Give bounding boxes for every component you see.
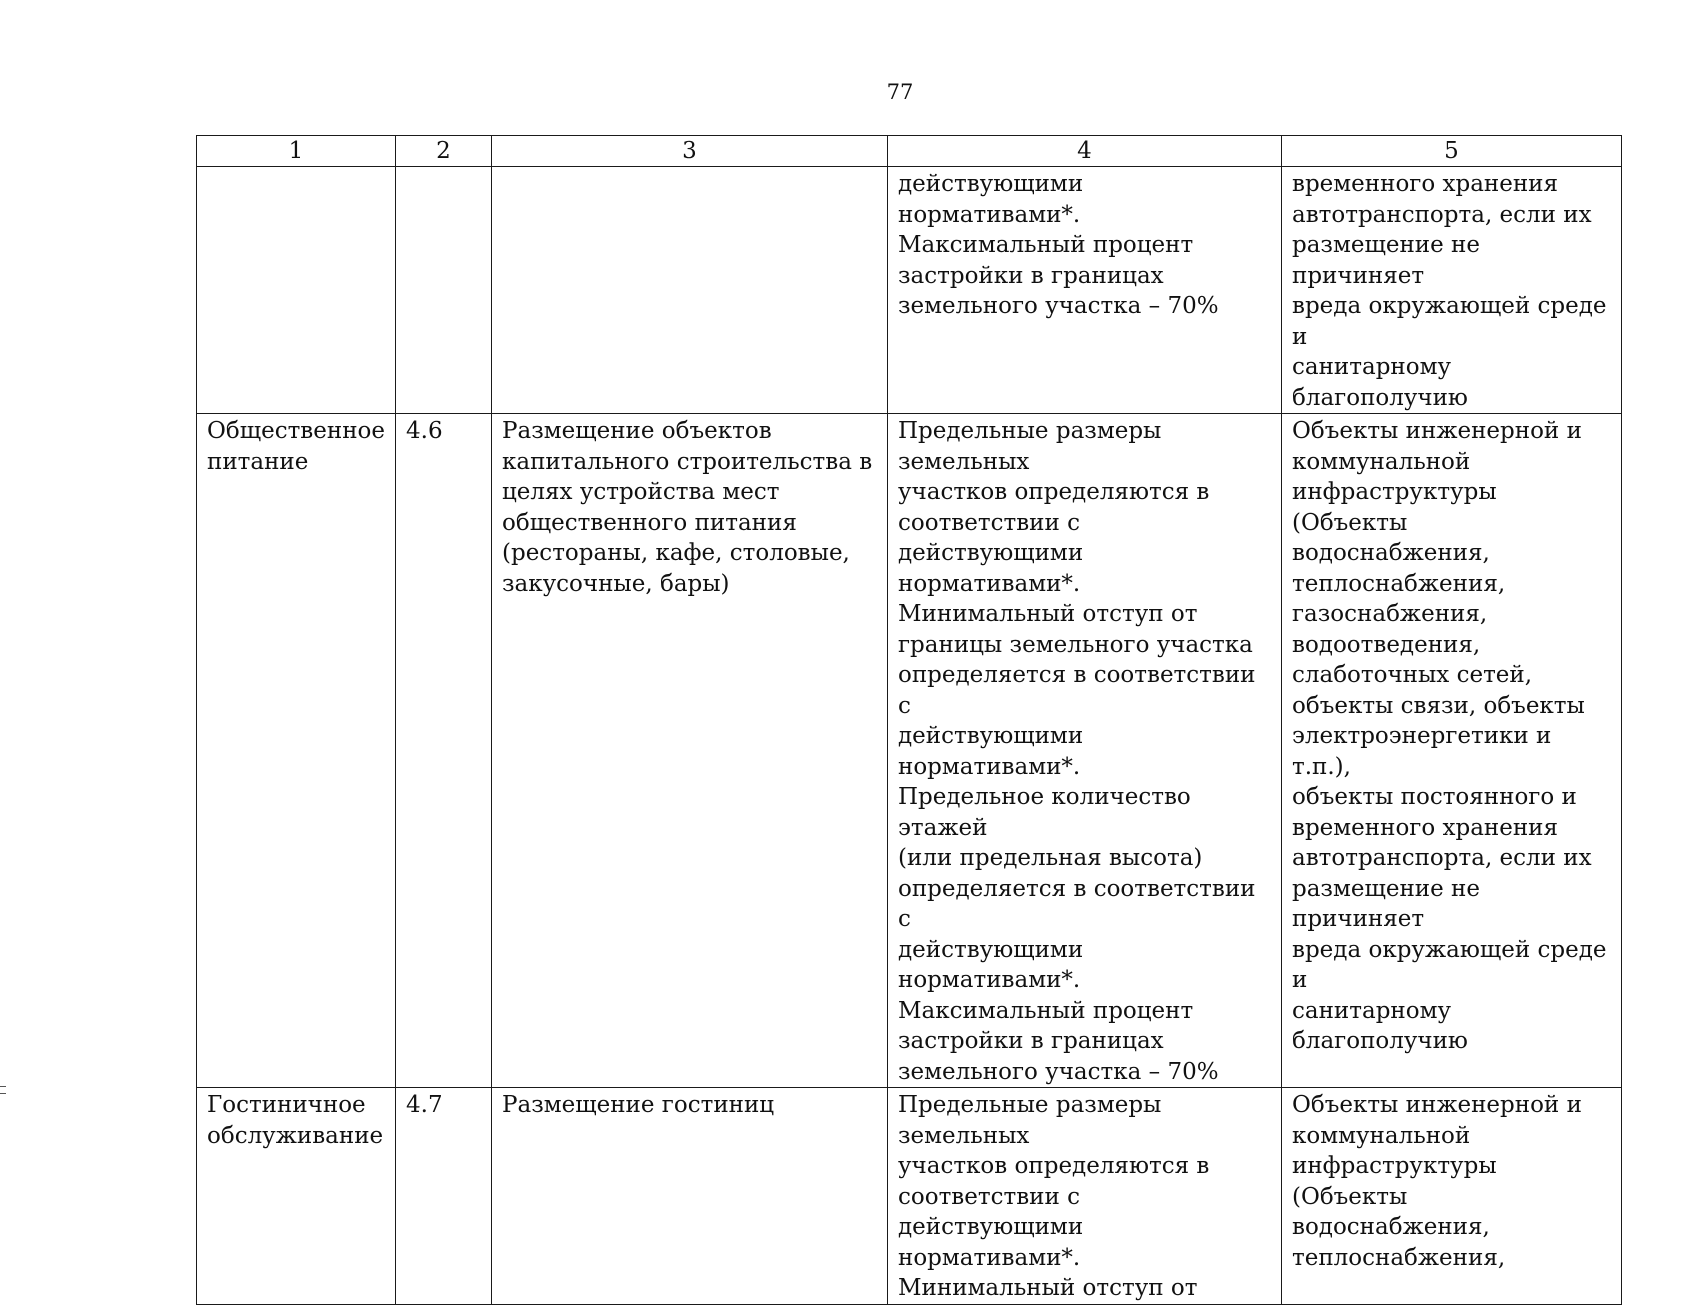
- parameters-cell: [888, 414, 1282, 1088]
- auxiliary-uses-text: Объекты инженерной и коммунальной инфраструктуры (Объекты водоснабжения, теплоснабжения, газоснабжения, водоотведения, слаботочных сетей, объекты связи, объекты электроэнергетики и т.п.), объекты постоянного и временного хранения автотранспорта, если их размещение не причиняет вреда окружающей среде и санитарному благополучию: [1292, 418, 1607, 1054]
- parameters-text: Предельные размеры земельных участков определяются в соответствии с действующими нормативами*. Минимальный отступ от: [898, 1092, 1210, 1301]
- table-header-row: [197, 136, 1622, 167]
- parameters-cell: [888, 1088, 1282, 1305]
- auxiliary-uses-cell: [1282, 167, 1622, 414]
- land-use-table: [196, 135, 1622, 1305]
- description-text: Размещение гостиниц: [502, 1092, 775, 1118]
- table-row: [197, 414, 1622, 1088]
- table-row: [197, 167, 1622, 414]
- column-header-1: 1: [197, 136, 396, 167]
- use-type-cell: [197, 414, 396, 1088]
- column-header-3: 3: [492, 136, 888, 167]
- page-number: 77: [886, 80, 914, 104]
- column-header-5: 5: [1282, 136, 1622, 167]
- auxiliary-uses-text: Объекты инженерной и коммунальной инфраструктуры (Объекты водоснабжения, теплоснабжения,: [1292, 1092, 1582, 1271]
- use-type-text: Гостиничное обслуживание: [207, 1092, 384, 1149]
- use-type-text: Общественное питание: [207, 418, 385, 475]
- parameters-text: действующими нормативами*. Максимальный процент застройки в границах земельного участка – 70%: [898, 171, 1219, 319]
- table-row: [197, 1088, 1622, 1305]
- auxiliary-uses-text: временного хранения автотранспорта, если их размещение не причиняет вреда окружающей среде и санитарному благополучию: [1292, 171, 1607, 411]
- description-text: Размещение объектов капитального строительства в целях устройства мест общественного питания (рестораны, кафе, столовые, закусочные, бары): [502, 418, 873, 597]
- auxiliary-uses-cell: [1282, 414, 1622, 1088]
- column-header-2: 2: [396, 136, 492, 167]
- code-cell: [396, 414, 492, 1088]
- code-cell: [396, 1088, 492, 1305]
- margin-mark: [0, 1086, 6, 1094]
- parameters-cell: [888, 167, 1282, 414]
- code-text: 4.7: [406, 1092, 443, 1118]
- column-header-4: 4: [888, 136, 1282, 167]
- use-type-cell: [197, 167, 396, 414]
- code-text: 4.6: [406, 418, 443, 444]
- parameters-text: Предельные размеры земельных участков определяются в соответствии с действующими нормативами*. Минимальный отступ от границы земельного участка определяется в соответствии с действующими нормативами*. Предельное количество этажей (или предельная высота) определяется в соответствии с действующими нормативами*. Максимальный процент застройки в границах земельного участка – 70%: [898, 418, 1256, 1085]
- auxiliary-uses-cell: [1282, 1088, 1622, 1305]
- description-cell: [492, 167, 888, 414]
- use-type-cell: [197, 1088, 396, 1305]
- description-cell: [492, 414, 888, 1088]
- code-cell: [396, 167, 492, 414]
- description-cell: [492, 1088, 888, 1305]
